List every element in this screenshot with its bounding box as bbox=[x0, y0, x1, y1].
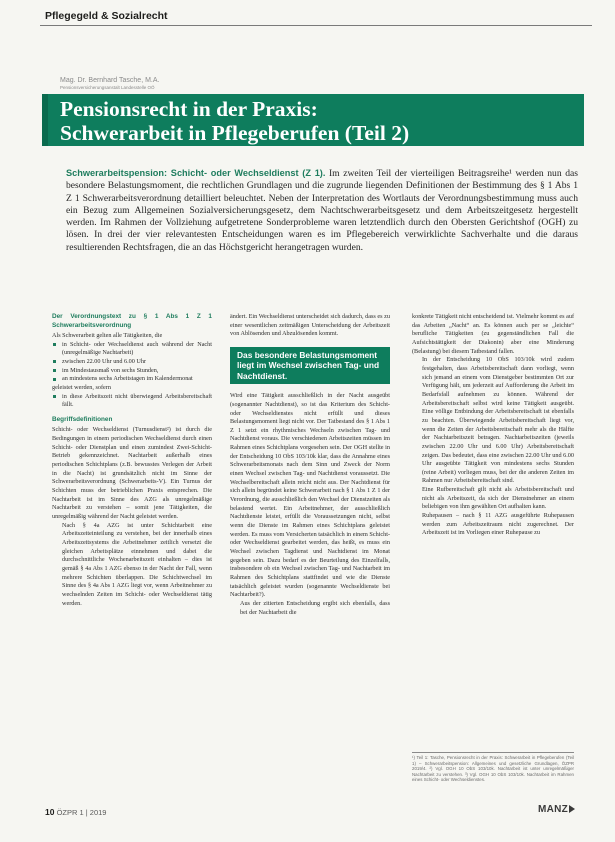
column-3 bbox=[412, 313, 574, 538]
section-header: Pflegegeld & Sozialrecht bbox=[45, 10, 168, 22]
lead-text: Im zweiten Teil der vierteiligen Beitragsreihe¹ werden nun das besondere Belastungsmoment, die rechtlichen Grundlagen und die zugrunde liegenden Definitionen der Bestimmung des § 1 Abs 1 Z 1 Schwerarbeitsverordnung detailliert beleuchtet. Neben der Interpretation des Wortlauts der Verordnungsbestimmung muss auch ein Bezug zum Allgemeinen Sozialversicherungsgesetz, dem Nachtschwerarbeitsgesetz und dem Arbeitszeitgesetz hergestellt werden. Im Rahmen der Vollziehung aufgetretene Sonderprobleme waren letztendlich durch den Obersten Gerichtshof (OGH) zu lösen. In drei der vier relevantesten Entscheidungen waren es im Pflegebereich verwirklichte Sachverhalte und die daraus resultierenden Rechtsfragen, die an das Höchstgericht herangetragen wurden. bbox=[66, 168, 578, 253]
column-3-paragraph: In der Entscheidung 10 ObS 103/10k wird zudem festgehalten, dass Arbeitsbereitschaft dann vorliegt, wenn sich jemand an einem vom Dienstgeber bestimmten Ort zur Verfügung hält, um jederzeit auf Aufforderung die Arbeit im Bedarfsfall aufnehmen zu können. Während der Arbeitsbereitschaft selbst wird keine Tätigkeit ausgeübt. Eine völlige Entbindung der Arbeitsbereitschaft ist ebenfalls zu beachten. Überwiegende Arbeitsbereitschaft liegt vor, wenn die Zeiten der Arbeitsbereitschaft mehr als die Hälfte der Nachtarbeitszeit betragen. Nachtarbeitszeiten (jeweils zwischen 22.00 Uhr und 6.00 Uhr) Arbeitsbereitschaft zeigen. Das bedeutet, dass eine zwischen 22.00 Uhr und 6.00 Uhr ausgeübte Tätigkeit von mindestens sechs Stunden (reine Arbeit) vorliegen muss, bei der die anderen Zeiten im Rahmen nur Arbeitsbereitschaft sind. bbox=[422, 356, 574, 485]
column-3-paragraph: Ruhepausen – nach § 11 AZG ausgeführte Ruhepausen werden zum Arbeitszeitraum nicht zugerechnet. Der Arbeitszeit ist im Vorliegen einer Ruhepause zu bbox=[422, 512, 574, 537]
list-item: in diese Arbeitszeit nicht überwiegend Arbeitsbereitschaft fällt. bbox=[52, 393, 212, 410]
list-item: an mindestens sechs Arbeitstagen im Kalendermonat bbox=[52, 375, 212, 384]
article-title-line2: Schwerarbeit in Pflegeberufen (Teil 2) bbox=[60, 121, 410, 145]
publisher-arrow-icon bbox=[569, 805, 575, 813]
column-2-paragraph: ändert. Ein Wechseldienst unterscheidet sich dadurch, dass es zu einer wesentlichen zeitmäßigen Unterscheidung der Arbeitszeit von Ablösenden und Abzulösenden kommt. bbox=[230, 313, 390, 338]
header-divider bbox=[40, 25, 592, 26]
pull-quote: Das besondere Belastungsmoment liegt im Wechsel zwischen Tag- und Nachtdienst. bbox=[230, 347, 390, 384]
list-item: in Schicht- oder Wechseldienst auch während der Nacht (unregelmäßige Nachtarbeit) bbox=[52, 341, 212, 358]
page-footer bbox=[45, 807, 106, 817]
column-3-paragraph: Eine Rufbereitschaft gilt nicht als Arbeitsbereitschaft und nicht als Arbeitszeit, da sich der Dienstnehmer an einem beliebigen von ihm gewählten Ort aufhalten kann. bbox=[422, 486, 574, 511]
author-affiliation: Pensionsversicherungsanstalt Landesstelle OÖ bbox=[60, 85, 155, 90]
list-item: zwischen 22.00 Uhr und 6.00 Uhr bbox=[52, 358, 212, 367]
list-item: im Mindestausmaß von sechs Stunden, bbox=[52, 367, 212, 376]
column-1 bbox=[52, 313, 212, 608]
column-2 bbox=[230, 313, 390, 617]
lead-paragraph bbox=[66, 167, 578, 254]
page-number: 10 bbox=[45, 807, 55, 817]
column-2-paragraph: Wird eine Tätigkeit ausschließlich in der Nacht ausgeübt (sogenannter Nachtdienst), so ist das Kriterium des Schicht- oder Wechseldienstes nicht erfüllt und dieses Belastungsmoment liegt nicht vor. Der Tatbestand des § 1 Abs 1 Z 1 setzt ein rhythmisches Wechseln zwischen Tag- und Nachtdienst voraus. Die verschiedenen Arbeitszeiten müssen im Rahmen eines Schichtplans vorgesehen sein. Der OGH stellte in der Entscheidung 10 ObS 103/10k klar, dass die Annahme eines Schwerarbeitsmonats nach dem Sinn und Zweck der Norm einen Wechsel zwischen Tag- und Nachtdienst voraussetzt. Die Wechselbereitschaft allein reicht nicht aus. Der Nachtdienst für sich allein begründet keine Schwerarbeit nach § 1 Abs 1 Z 1 der Verordnung, die ausschließlich den Wechsel der Dienstzeiten als belastend wertet. Ein Arbeitnehmer, der ausschließlich Nachtdienste leistet, erfüllt die Voraussetzungen nicht, selbst wenn die Dienste im Rahmen eines Schichtplans geleistet werden. Es muss vom Versicherten tatsächlich in einem Schicht- oder Wechseldienst gearbeitet werden, das heißt, es muss ein Wechsel zwischen Tagdienst und Nachtdienst im Monat gegeben sein. Dazu bedarf es der Beurteilung des Einzelfalls, insbesondere ob ein Wechsel zwischen Tag- und Nachtarbeit im Rahmen des Schichtplans stattfindet und wie die Dienste tatsächlich geleistet wurden (sogenannte Wechseldienste bei Nachtarbeit?). bbox=[230, 392, 390, 599]
column-1-middle: geleistet werden, sofern bbox=[52, 383, 111, 391]
column-2-paragraph: Aus der zitierten Entscheidung ergibt sich ebenfalls, dass bei der Nachtarbeit die bbox=[240, 599, 390, 616]
definitions-heading: Begriffsdefinitionen bbox=[52, 415, 113, 423]
column-1-intro: Als Schwerarbeit gelten alle Tätigkeiten, die bbox=[52, 332, 163, 339]
criteria-list bbox=[52, 341, 212, 384]
article-title-line1: Pensionsrecht in der Praxis: bbox=[60, 97, 318, 121]
footnote-divider bbox=[412, 752, 574, 753]
condition-list bbox=[52, 393, 212, 410]
lead-heading: Schwerarbeitspension: Schicht- oder Wechseldienst (Z 1). bbox=[66, 168, 326, 178]
issue-label: ÖZPR 1 | 2019 bbox=[56, 808, 107, 817]
column-3-paragraph: konkrete Tätigkeit nicht entscheidend ist. Vielmehr kommt es auf das Arbeiten „Nacht“ an. Es können auch per se „leichte“ berufliche Tätigkeiten (zu gegenständlichen Fall die Aufsichtstätigkeit der Diakonin) aber eine Minderung (Belastung) bei diesem Tatbestand fallen. bbox=[412, 313, 574, 355]
column-1-heading: Der Verordnungstext zu § 1 Abs 1 Z 1 Schwerarbeitsverordnung bbox=[52, 313, 212, 329]
publisher-logo bbox=[538, 804, 575, 815]
author-name: Mag. Dr. Bernhard Tasche, M.A. bbox=[60, 77, 160, 84]
article-title-banner bbox=[42, 94, 584, 146]
publisher-name: MANZ bbox=[538, 804, 569, 815]
footnotes: ¹) Teil 1: Tasche, Pensionsrecht in der Praxis: Schwerarbeit in Pflegeberufen (Teil 1) – Schwerarbeitspension: Allgemeines und gesetzliche Grundlagen, ÖZPR 2019/4. ²) Vgl. OGH 10 ObS 103/10k. Nachtarbeit ist unter unregelmäßiger Nachtarbeit zu verstehen. ³) Vgl. OGH 10 ObS 103/10k. Nachtarbeit im Rahmen eines Schicht- oder Wechseldienstes. bbox=[412, 755, 574, 783]
column-1-paragraph: Nach § 4a AZG ist unter Schichtarbeit eine Arbeitszeiteinteilung zu verstehen, bei der innerhalb eines Arbeitszeitsystems die Arbeitnehmer zeitlich versetzt die gleichen Arbeitsplätze einnehmen und dabei die durchschnittliche Wochenarbeitszeit einhalten – dies ist gemäß § 4a Abs 1 AZG ebenso in der Nacht der Fall, wenn mehrere Schichten überlappen. Die Schichtwechsel im Sinne des § 4a Abs 1 AZG liegt vor, wenn Arbeitnehmer zu wechselnden Zeiten im Schicht- oder Wechseldienst tätig werden. bbox=[62, 521, 212, 607]
column-1-paragraph: Schicht- oder Wechseldienst (Turnusdienst²) ist durch die Bedingungen in einem periodischen Wechseldienst durch einen Schicht- oder Dienstplan und einen zumindest Zwei-Schicht-Betrieb gekennzeichnet. Nachtarbeit außerhalb eines periodischen Schichtplans (z.B. bewusstes Verlegen der Arbeit in die Nacht) ist grundsätzlich nicht im Sinne der Schwerarbeitsverordnung (Schwerarbeits-V). Ein Turnus der Schichten muss der betrieblichen Praxis entsprechen. Die Nachtarbeit ist im Sinne des AZG als unregelmäßige Nachtarbeit zu verstehen – somit jene Tätigkeiten, die unregelmäßig während der Nacht geleistet werden. bbox=[52, 426, 212, 520]
